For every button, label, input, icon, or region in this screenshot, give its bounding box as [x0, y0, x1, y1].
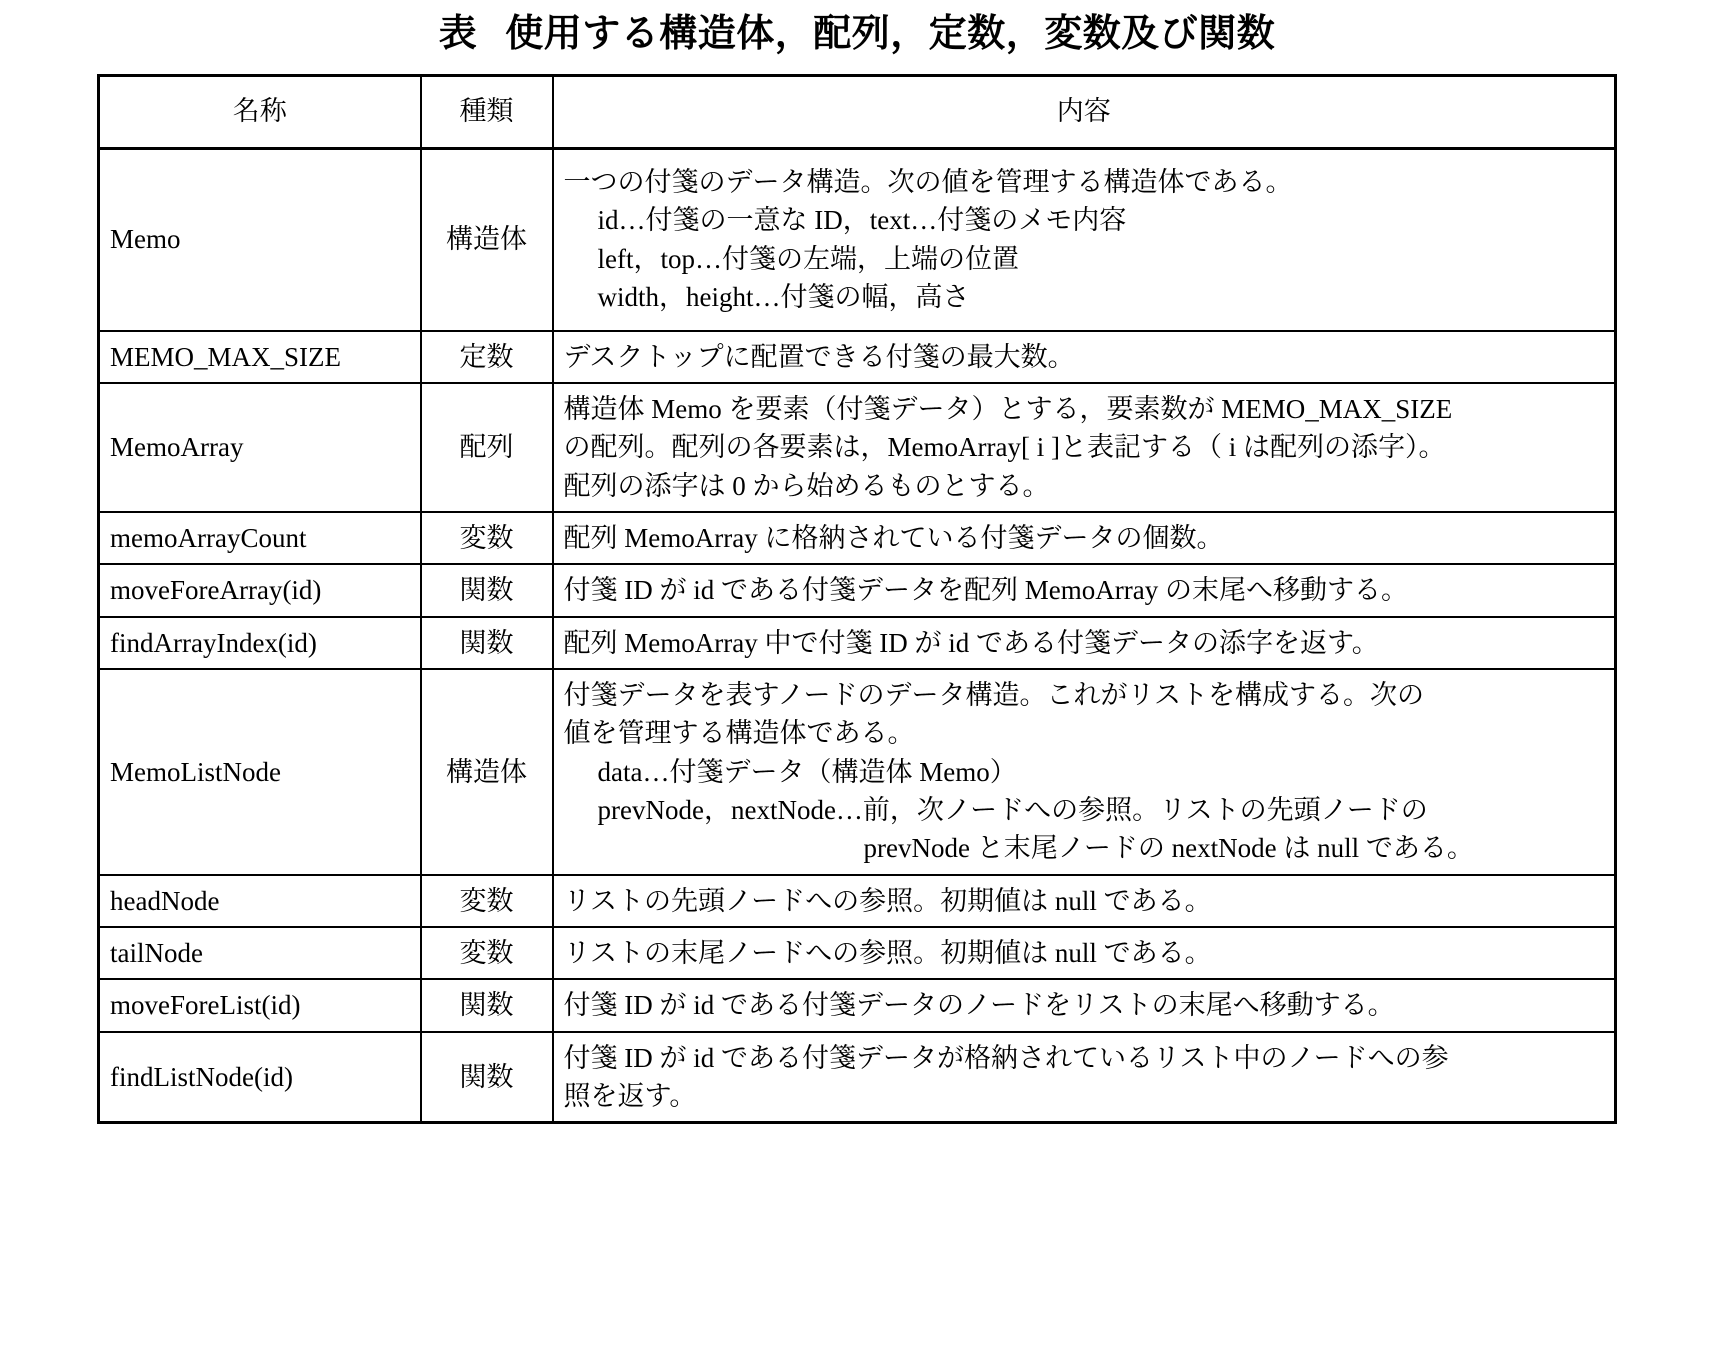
- column-header-content: 内容: [553, 75, 1616, 148]
- cell-content: [553, 512, 1616, 564]
- cell-content: [553, 927, 1616, 979]
- content-line: リストの先頭ノードへの参照。初期値は null である。: [563, 885, 1212, 916]
- cell-name: findListNode(id): [99, 1032, 421, 1123]
- content-line: 付箋データを表すノードのデータ構造。これがリストを構成する。次の: [563, 679, 1424, 710]
- cell-kind: 定数: [421, 331, 553, 383]
- content-line: 構造体 Memo を要素（付箋データ）とする，要素数が MEMO_MAX_SIZE: [563, 393, 1453, 424]
- table-caption: [0, 0, 1714, 74]
- cell-name: MEMO_MAX_SIZE: [99, 331, 421, 383]
- cell-name: Memo: [99, 148, 421, 331]
- content-line: 配列の添字は 0 から始めるものとする。: [563, 470, 1050, 501]
- cell-content: [553, 669, 1616, 875]
- cell-name: moveForeList(id): [99, 979, 421, 1031]
- content-line: 配列 MemoArray に格納されている付箋データの個数。: [563, 522, 1224, 553]
- table-row: [99, 148, 1616, 331]
- content-line: prevNode，nextNode…前，次ノードへの参照。リストの先頭ノードの: [597, 794, 1428, 825]
- cell-content: [553, 383, 1616, 512]
- column-header-kind: 種類: [421, 75, 553, 148]
- cell-name: tailNode: [99, 927, 421, 979]
- caption-title: 使用する構造体，配列，定数，変数及び関数: [505, 13, 1276, 55]
- table-row: [99, 927, 1616, 979]
- cell-content: [553, 979, 1616, 1031]
- cell-kind: 関数: [421, 979, 553, 1031]
- cell-name: memoArrayCount: [99, 512, 421, 564]
- cell-content: [553, 1032, 1616, 1123]
- cell-content: [553, 617, 1616, 669]
- cell-kind: 変数: [421, 927, 553, 979]
- content-line: 配列 MemoArray 中で付箋 ID が id である付箋データの添字を返す。: [563, 627, 1379, 658]
- content-line: 値を管理する構造体である。: [563, 718, 915, 749]
- content-line: prevNode と末尾ノードの nextNode は null である。: [863, 833, 1474, 864]
- cell-kind: 変数: [421, 875, 553, 927]
- cell-name: headNode: [99, 875, 421, 927]
- table-row: [99, 875, 1616, 927]
- cell-kind: 関数: [421, 564, 553, 616]
- content-line: 照を返す。: [563, 1080, 697, 1111]
- cell-kind: 配列: [421, 383, 553, 512]
- cell-name: findArrayIndex(id): [99, 617, 421, 669]
- cell-name: MemoListNode: [99, 669, 421, 875]
- content-line: 付箋 ID が id である付箋データのノードをリストの末尾へ移動する。: [563, 990, 1395, 1021]
- cell-kind: 構造体: [421, 669, 553, 875]
- cell-kind: 関数: [421, 617, 553, 669]
- cell-kind: 構造体: [421, 148, 553, 331]
- content-line: left，top…付箋の左端，上端の位置: [597, 243, 1019, 274]
- content-line: data…付箋データ（構造体 Memo）: [597, 756, 1017, 787]
- table-row: [99, 1032, 1616, 1123]
- content-line: 付箋 ID が id である付箋データが格納されているリスト中のノードへの参: [563, 1042, 1449, 1073]
- content-line: の配列。配列の各要素は，MemoArray[ i ]と表記する（ i は配列の添字）。: [563, 432, 1446, 463]
- content-line: 一つの付箋のデータ構造。次の値を管理する構造体である。: [563, 166, 1293, 197]
- cell-name: MemoArray: [99, 383, 421, 512]
- cell-content: [553, 875, 1616, 927]
- cell-content: [553, 564, 1616, 616]
- cell-name: moveForeArray(id): [99, 564, 421, 616]
- content-line: 付箋 ID が id である付箋データを配列 MemoArray の末尾へ移動する。: [563, 575, 1408, 606]
- table-row: [99, 331, 1616, 383]
- table-row: [99, 669, 1616, 875]
- table-row: [99, 512, 1616, 564]
- table-row: [99, 979, 1616, 1031]
- table-header: [99, 75, 1616, 148]
- table-body: [99, 148, 1616, 1123]
- table-row: [99, 564, 1616, 616]
- content-line: width，height…付箋の幅，高さ: [597, 281, 970, 312]
- table-row: [99, 383, 1616, 512]
- caption-label: 表: [438, 13, 478, 55]
- cell-kind: 関数: [421, 1032, 553, 1123]
- cell-kind: 変数: [421, 512, 553, 564]
- column-header-name: 名称: [99, 75, 421, 148]
- table-header-row: [99, 75, 1616, 148]
- content-line: デスクトップに配置できる付箋の最大数。: [563, 341, 1075, 372]
- cell-content: [553, 331, 1616, 383]
- cell-content: [553, 148, 1616, 331]
- table-row: [99, 617, 1616, 669]
- specification-table: [97, 74, 1617, 1125]
- content-line: id…付箋の一意な ID，text…付箋のメモ内容: [597, 205, 1127, 236]
- content-line: リストの末尾ノードへの参照。初期値は null である。: [563, 937, 1212, 968]
